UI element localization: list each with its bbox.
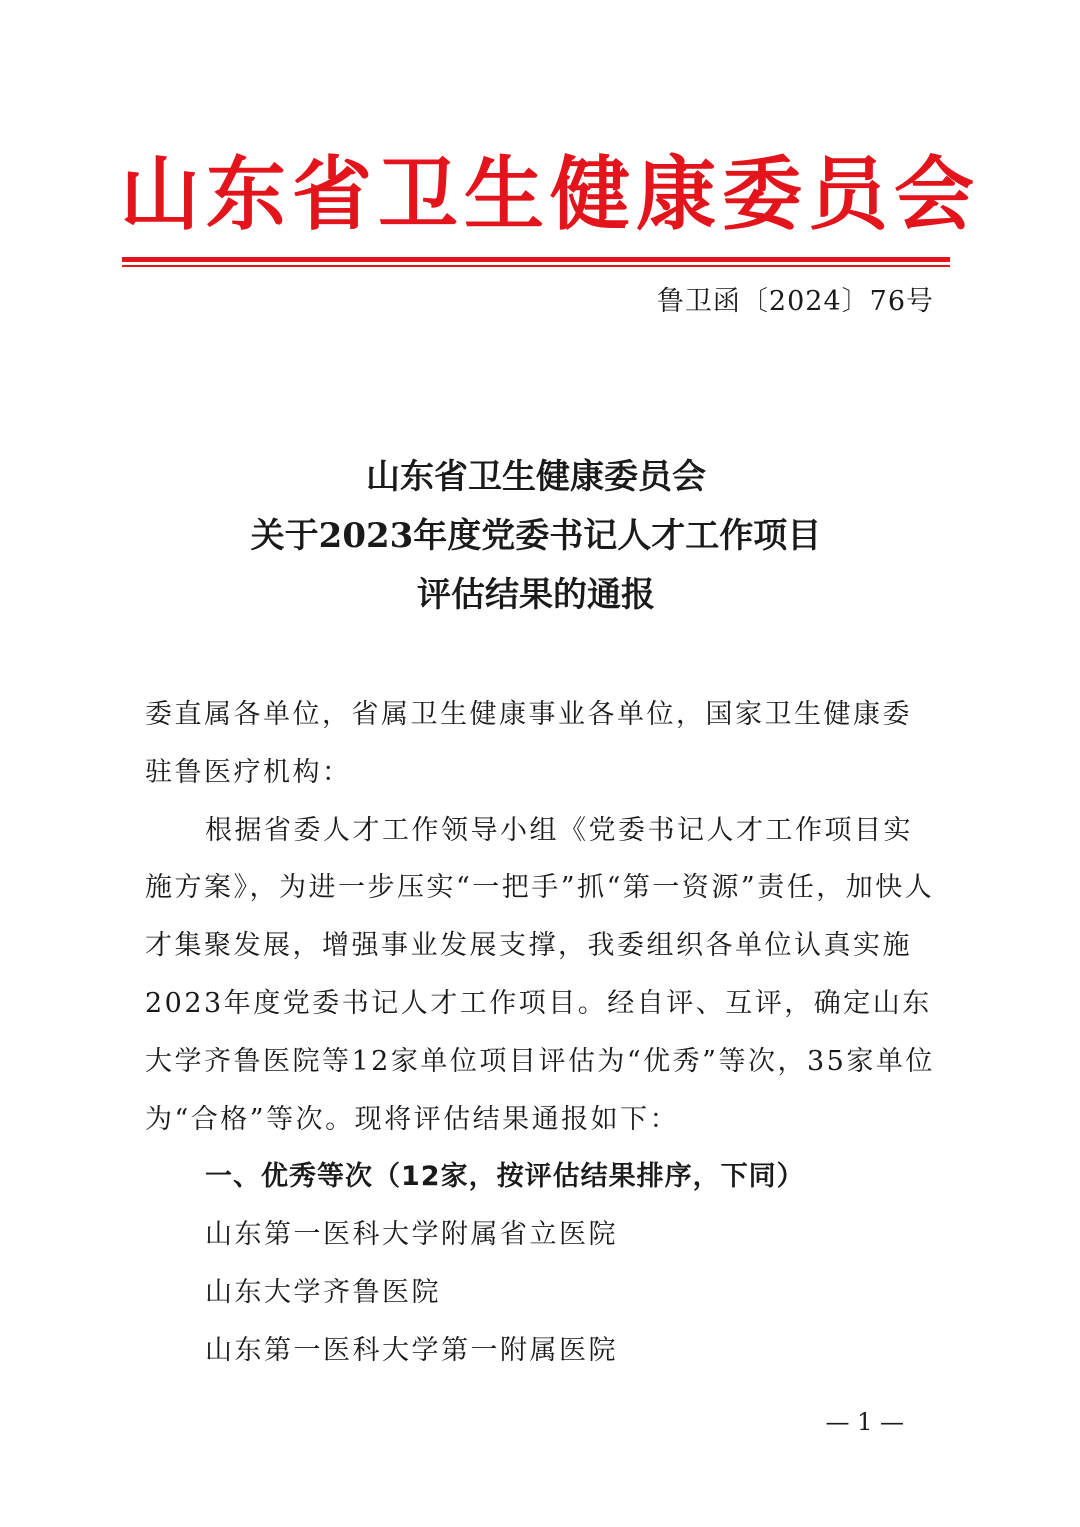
page-number: — 1 — xyxy=(825,1408,904,1436)
red-masthead: 山东省卫生健康委员会 xyxy=(120,148,980,241)
red-separator-line-thin xyxy=(122,265,950,267)
document-title xyxy=(120,448,952,625)
document-body xyxy=(145,686,940,1380)
title-line-1: 山东省卫生健康委员会 xyxy=(366,457,706,497)
list-item: 山东第一医科大学第一附属医院 xyxy=(205,1334,618,1366)
list-item: 山东第一医科大学附属省立医院 xyxy=(205,1219,618,1251)
list-item: 山东大学齐鲁医院 xyxy=(205,1276,441,1308)
paragraph-1: 根据省委人才工作领导小组《党委书记人才工作项目实施方案》，为进一步压实“一把手”抓“第一资源”责任，加快人才集聚发展，增强事业发展支撑，我委组织各单位认真实施2023年度党委书记人才工作项目。经自评、互评，确定山东大学齐鲁医院等12家单位项目评估为“优秀”等次，35家单位为“合格”等次。现将评估结果通报如下： xyxy=(145,814,935,1135)
title-line-3: 评估结果的通报 xyxy=(417,575,655,615)
document-number: 鲁卫函〔2024〕76号 xyxy=(656,286,934,317)
section-heading-excellent: 一、优秀等次（12家，按评估结果排序，下同） xyxy=(205,1161,805,1193)
salutation: 委直属各单位，省属卫生健康事业各单位，国家卫生健康委驻鲁医疗机构： xyxy=(145,699,912,788)
title-line-2: 关于2023年度党委书记人才工作项目 xyxy=(250,516,822,556)
red-separator-line xyxy=(122,257,950,262)
